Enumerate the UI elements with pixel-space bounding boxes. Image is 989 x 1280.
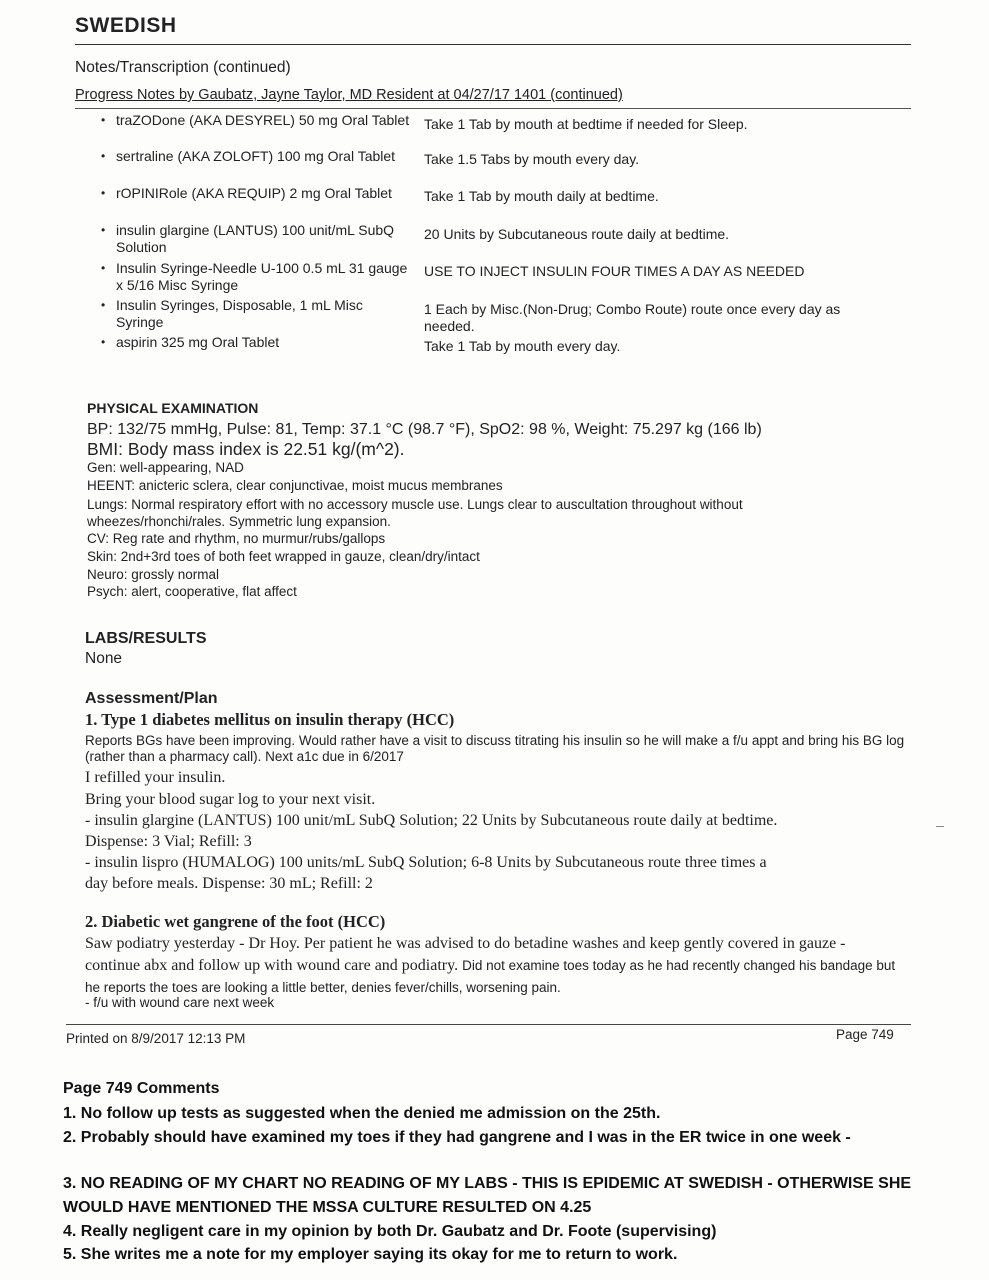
assessment-plan-title: Assessment/Plan [85,690,218,707]
diagnosis-2-note [85,933,900,999]
medication-instructions: Take 1.5 Tabs by mouth every day. [424,151,640,167]
exam-finding: Neuro: grossly normal [87,567,220,582]
exam-finding: Lungs: Normal respiratory effort with no accessory muscle use. Lungs clear to auscultation throughout without [87,497,743,512]
medication-name: • traZODone (AKA DESYREL) 50 mg Oral Tablet [116,112,411,129]
exam-finding: Psych: alert, cooperative, flat affect [87,584,297,599]
medication-name: • insulin glargine (LANTUS) 100 unit/mL SubQ Solution [116,222,411,256]
brand-logo-text: SWEDISH [75,14,177,37]
exam-finding: wheezes/rhonchi/rales. Symmetric lung expansion. [87,514,391,529]
plan-line: - insulin glargine (LANTUS) 100 unit/mL SubQ Solution; 22 Units by Subcutaneous route daily at bedtime. [85,812,778,829]
medication-name: • Insulin Syringe-Needle U-100 0.5 mL 31 gauge x 5/16 Misc Syringe [116,260,411,294]
printed-timestamp: Printed on 8/9/2017 12:13 PM [66,1031,246,1046]
comments-title: Page 749 Comments [63,1080,220,1097]
medication-instructions: Take 1 Tab by mouth daily at bedtime. [424,188,659,204]
comment-item: 5. She writes me a note for my employer saying its okay for me to return to work. [63,1246,678,1263]
medication-instructions: USE TO INJECT INSULIN FOUR TIMES A DAY AS NEEDED [424,263,805,279]
diagnosis-2-serif-text: Saw podiatry yesterday - Dr Hoy. Per patient he was advised to do betadine washes and keep gently covered in gauze - continue abx and follow up with wound care and podiatry. [85,935,846,974]
comment-item: 3. NO READING OF MY CHART NO READING OF MY LABS - THIS IS EPIDEMIC AT SWEDISH - OTHERWISE SHE WOULD HAVE MENTIONED THE MSSA CULTURE RESULTED ON 4.25 [63,1175,912,1216]
bmi-line: BMI: Body mass index is 22.51 kg/(m^2). [87,439,405,459]
margin-mark [936,826,944,827]
page-number: Page 749 [836,1027,894,1042]
exam-finding: CV: Reg rate and rhythm, no murmur/rubs/gallops [87,531,386,546]
progress-header-divider [75,108,911,109]
comment-item: 4. Really negligent care in my opinion by both Dr. Gaubatz and Dr. Foote (supervising) [63,1223,717,1240]
exam-finding: Gen: well-appearing, NAD [87,460,244,475]
vitals-line: BP: 132/75 mmHg, Pulse: 81, Temp: 37.1 °C (98.7 °F), SpO2: 98 %, Weight: 75.297 kg (166 lb) [87,421,762,438]
diagnosis-1-note: Reports BGs have been improving. Would rather have a visit to discuss titrating his insulin so he will make a f/u appt and bring his BG log (rather than a pharmacy call). Next a1c due in 6/2017 [85,733,905,764]
medication-name: • Insulin Syringes, Disposable, 1 mL Misc Syringe [116,297,411,331]
plan-line: Bring your blood sugar log to your next visit. [85,791,376,808]
labs-value: None [85,650,123,667]
diagnosis-1-title: 1. Type 1 diabetes mellitus on insulin therapy (HCC) [85,710,455,729]
medication-name: • aspirin 325 mg Oral Tablet [116,334,411,351]
exam-finding: Skin: 2nd+3rd toes of both feet wrapped in gauze, clean/dry/intact [87,549,480,564]
physical-exam-title: PHYSICAL EXAMINATION [87,400,259,416]
diagnosis-2-title: 2. Diabetic wet gangrene of the foot (HCC) [85,912,386,931]
comment-item: 2. Probably should have examined my toes if they had gangrene and I was in the ER twice in one week - [63,1129,851,1146]
plan-line: I refilled your insulin. [85,769,226,786]
diagnosis-2-sans-text: Did not examine toes today as he had recently changed his bandage but he reports the toes are looking a little better, denies fever/chills, worsening pain. [85,958,896,995]
plan-line: day before meals. Dispense: 30 mL; Refill: 2 [85,875,373,892]
medication-name: • sertraline (AKA ZOLOFT) 100 mg Oral Tablet [116,148,411,165]
section-title: Notes/Transcription (continued) [75,59,291,76]
exam-finding: HEENT: anicteric sclera, clear conjunctivae, moist mucus membranes [87,478,503,493]
diagnosis-2-followup: - f/u with wound care next week [85,995,275,1010]
comment-item: 1. No follow up tests as suggested when the denied me admission on the 25th. [63,1105,661,1122]
medication-name: • rOPINIRole (AKA REQUIP) 2 mg Oral Tablet [116,185,411,202]
plan-line: - insulin lispro (HUMALOG) 100 units/mL SubQ Solution; 6-8 Units by Subcutaneous route three times a [85,854,767,871]
progress-notes-header: Progress Notes by Gaubatz, Jayne Taylor, MD Resident at 04/27/17 1401 (continued) [75,87,623,103]
medication-instructions: Take 1 Tab by mouth at bedtime if needed for Sleep. [424,116,748,132]
medication-instructions: 20 Units by Subcutaneous route daily at bedtime. [424,226,730,242]
medication-instructions: 1 Each by Misc.(Non-Drug; Combo Route) route once every day as needed. [424,301,841,334]
header-divider [75,44,911,45]
plan-line: Dispense: 3 Vial; Refill: 3 [85,833,252,850]
medication-instructions: Take 1 Tab by mouth every day. [424,338,621,354]
footer-divider [66,1024,911,1025]
labs-title: LABS/RESULTS [85,630,207,647]
